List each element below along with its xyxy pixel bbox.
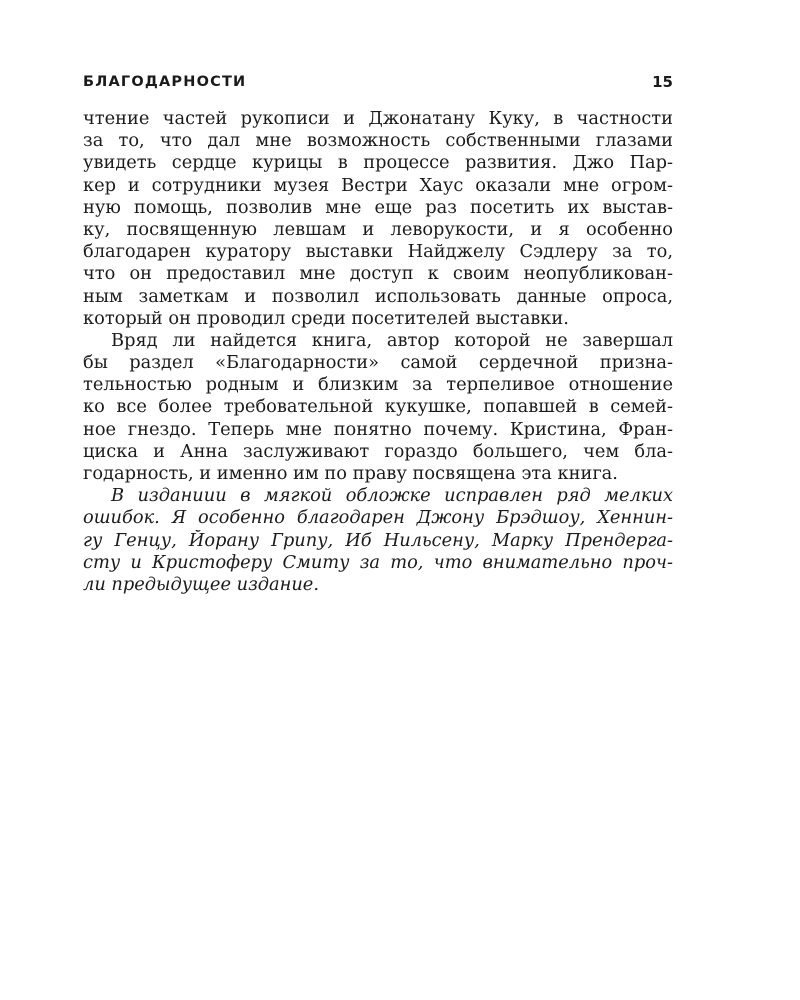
text-line: ли предыдущее издание.	[83, 573, 319, 595]
body-text	[83, 108, 673, 596]
text-line: что он предоставил мне доступ к своим неопубликован-	[83, 263, 673, 285]
text-line: гу Генцу, Йорану Грипу, Иб Нильсену, Марку Прендерга-	[83, 529, 673, 551]
text-line: циска и Анна заслуживают гораздо большего, чем бла-	[83, 440, 673, 462]
running-header	[83, 72, 673, 94]
text-line: ную помощь, позволив мне еще раз посетить их выстав-	[83, 196, 673, 218]
running-title: БЛАГОДАРНОСТИ	[83, 74, 247, 90]
text-line: ко все более требовательной кукушке, попавшей в семей-	[83, 396, 673, 418]
paragraph-1	[83, 108, 673, 330]
text-line: увидеть сердце курицы в процессе развития. Джо Пар-	[83, 152, 673, 174]
text-line: тельностью родным и близким за терпеливое отношение	[83, 374, 673, 396]
text-line: сту и Кристоферу Смиту за то, что внимательно проч-	[83, 551, 673, 573]
text-line: ное гнездо. Теперь мне понятно почему. Кристина, Фран-	[83, 418, 673, 440]
text-line: благодарен куратору выставки Найджелу Сэдлеру за то,	[83, 241, 673, 263]
paragraph-3-italic-note	[83, 485, 673, 596]
text-line: бы раздел «Благодарности» самой сердечной призна-	[83, 352, 673, 374]
text-line: за то, что дал мне возможность собственными глазами	[83, 130, 673, 152]
text-line: который он проводил среди посетителей выставки.	[83, 307, 569, 329]
text-line: годарность, и именно им по праву посвящена эта книга.	[83, 463, 618, 484]
text-line: В изданиии в мягкой обложке исправлен ряд мелких	[111, 485, 673, 507]
text-line: ным заметкам и позволил использовать данные опроса,	[83, 285, 673, 307]
text-line: ку, посвященную левшам и леворукости, и я особенно	[83, 218, 673, 240]
text-line: чтение частей рукописи и Джонатану Куку, в частности	[83, 108, 673, 129]
paragraph-2	[83, 330, 673, 485]
page-number: 15	[652, 73, 673, 91]
text-line: ошибок. Я особенно благодарен Джону Брэдшоу, Хеннин-	[83, 507, 673, 529]
text-line: Вряд ли найдется книга, автор которой не завершал	[111, 329, 673, 351]
text-line: кер и сотрудники музея Вестри Хаус оказали мне огром-	[83, 174, 673, 196]
